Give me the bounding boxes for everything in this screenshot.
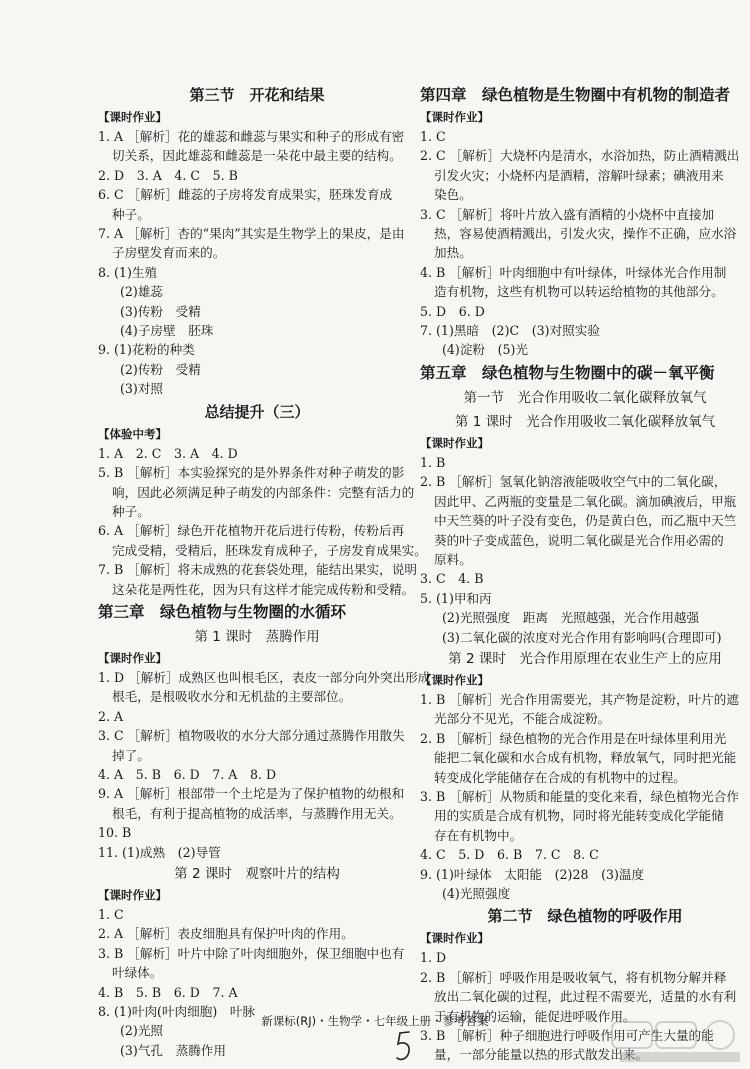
answer-line: 3. B ［解析］叶片中除了叶肉细胞外，保卫细胞中也有 bbox=[98, 945, 405, 961]
answer-line: 2. A ［解析］表皮细胞具有保护叶肉的作用。 bbox=[98, 926, 354, 942]
section-heading: 第二节 绿色植物的呼吸作用 bbox=[487, 907, 683, 926]
answer-subitem: (4)淀粉 (5)光 bbox=[442, 342, 529, 358]
answer-continuation: 种子。 bbox=[112, 503, 150, 519]
assignment-tag: 【课时作业】 bbox=[420, 110, 489, 124]
answer-continuation: 量，一部分能量以热的形式散发出来。 bbox=[434, 1047, 649, 1063]
assignment-tag: 【课时作业】 bbox=[420, 672, 489, 687]
answer-line: 2. A bbox=[98, 708, 124, 724]
answer-continuation: 染色。 bbox=[434, 187, 472, 203]
assignment-tag: 【课时作业】 bbox=[420, 435, 489, 450]
answer-subitem: (4)光照强度 bbox=[442, 886, 511, 901]
answer-continuation: 葵的叶子变成蓝色，说明二氧化碳是光合作用必需的 bbox=[434, 532, 724, 548]
answer-continuation: 原料。 bbox=[434, 551, 472, 567]
lesson-heading: 第 1 课时 蒸腾作用 bbox=[194, 628, 320, 645]
answer-continuation: 能把二氧化碳和水合成有机物，释放氧气，同时把光能 bbox=[434, 750, 737, 766]
answer-continuation: 热，容易使酒精溅出，引发火灾，操作不正确，应水浴 bbox=[434, 226, 737, 242]
answer-line: 3. C ［解析］将叶片放入盛有酒精的小烧杯中直接加 bbox=[420, 206, 715, 222]
answer-line: 2. B ［解析］呼吸作用是吸收氧气，将有机物分解并释 bbox=[420, 969, 727, 985]
answer-continuation: 种子。 bbox=[112, 206, 150, 222]
answer-continuation: 光部分不见光，不能合成淀粉。 bbox=[434, 711, 611, 727]
answer-continuation: 根毛，有利于提高植物的成活率，与蒸腾作用无关。 bbox=[112, 805, 402, 821]
answer-line: 1. A 2. C 3. A 4. D bbox=[98, 445, 238, 461]
answer-continuation: 叶绿体。 bbox=[112, 965, 163, 981]
answer-continuation: 中天竺葵的叶子没有变色，仍是黄白色，而乙瓶中天竺 bbox=[434, 513, 737, 529]
answer-continuation: 引发火灾；小烧杯内是酒精，溶解叶绿素；碘液用来 bbox=[434, 167, 724, 183]
answer-continuation: 于有机物的运输，能促进呼吸作用。 bbox=[434, 1008, 636, 1024]
answer-line: 9. A ［解析］根部带一个土坨是为了保护植物的幼根和 bbox=[98, 786, 405, 802]
answer-continuation: 响，因此必须满足种子萌发的内部条件：完整有活力的 bbox=[112, 484, 415, 500]
answer-subitem: (3)对照 bbox=[120, 381, 164, 397]
answer-line: 10. B bbox=[98, 825, 132, 841]
answer-line: 8. (1)叶肉(叶肉细胞) 叶脉 bbox=[98, 1004, 256, 1020]
left-column bbox=[98, 82, 431, 1060]
answer-continuation: 这朵花是两性花，因为只有这样才能完成传粉和受精。 bbox=[112, 581, 415, 597]
answer-subitem: (3)传粉 受精 bbox=[120, 303, 201, 319]
answer-line: 1. D ［解析］成熟区也叫根毛区，表皮一部分向外突出形成 bbox=[98, 669, 431, 685]
answer-line: 2. D 3. A 4. C 5. B bbox=[98, 167, 238, 183]
answer-line: 3. B ［解析］种子细胞进行呼吸作用可产生大量的能 bbox=[420, 1028, 714, 1044]
lesson-heading: 第 2 课时 观察叶片的结构 bbox=[174, 866, 340, 882]
answer-line: 4. B ［解析］叶肉细胞中有叶绿体，叶绿体光合作用制 bbox=[420, 264, 727, 280]
answer-continuation: 存在有机物中。 bbox=[434, 827, 523, 843]
section-heading: 第三节 开花和结果 bbox=[189, 86, 325, 104]
answer-line: 9. (1)叶绿体 太阳能 (2)28 (3)温度 bbox=[420, 866, 645, 882]
answer-line: 5. (1)甲和丙 bbox=[420, 590, 492, 606]
lesson-heading: 第 2 课时 光合作用原理在农业生产上的应用 bbox=[448, 650, 722, 667]
answer-line: 11. (1)成熟 (2)导管 bbox=[98, 844, 221, 860]
answer-line: 6. A ［解析］绿色开花植物开花后进行传粉，传粉后再 bbox=[98, 523, 405, 539]
answer-continuation: 子房壁发育而来的。 bbox=[112, 245, 226, 261]
chapter-heading: 第五章 绿色植物与生物圈中的碳－氧平衡 bbox=[420, 363, 715, 382]
answer-continuation: 造有机物，这些有机物可以转运给植物的其他部分。 bbox=[434, 284, 724, 300]
answer-subitem: (2)雄蕊 bbox=[120, 284, 164, 300]
answer-line: 5. B ［解析］本实验探究的是外界条件对种子萌发的影 bbox=[98, 465, 405, 481]
answer-line: 1. D bbox=[420, 950, 447, 966]
answer-continuation: 根毛，是根吸收水分和无机盐的主要部位。 bbox=[112, 689, 352, 705]
assignment-tag: 【课时作业】 bbox=[98, 650, 167, 665]
answer-subitem: (2)传粉 受精 bbox=[120, 361, 201, 377]
answer-line: 8. (1)生殖 bbox=[98, 264, 158, 280]
assignment-tag: 【课时作业】 bbox=[98, 110, 167, 124]
handwritten-page-mark bbox=[395, 1030, 413, 1064]
assignment-tag: 【体验中考】 bbox=[98, 426, 167, 441]
answer-line: 3. B ［解析］从物质和能量的变化来看，绿色植物光合作 bbox=[420, 788, 739, 804]
chapter-heading: 第四章 绿色植物是生物圈中有机物的制造者 bbox=[420, 86, 731, 104]
answer-subitem: (3)二氧化碳的浓度对光合作用有影响吗(合理即可) bbox=[442, 629, 722, 645]
answer-line: 2. B ［解析］绿色植物的光合作用是在叶绿体里利用光 bbox=[420, 730, 727, 746]
answer-continuation: 加热。 bbox=[434, 245, 472, 261]
answer-continuation: 放出二氧化碳的过程，此过程不需要光，适量的水有利 bbox=[434, 989, 737, 1005]
answer-line: 1. C bbox=[420, 129, 446, 144]
answer-continuation: 完成受精，受精后，胚珠发育成种子，子房发育成果实。 bbox=[112, 542, 427, 558]
answer-line: 4. C 5. D 6. B 7. C 8. C bbox=[420, 847, 599, 863]
answer-line: 1. C bbox=[98, 907, 124, 922]
right-column bbox=[420, 82, 750, 1065]
lesson-heading: 第 1 课时 光合作用吸收二氧化碳释放氧气 bbox=[454, 413, 716, 430]
answer-continuation: 掉了。 bbox=[112, 747, 150, 763]
answer-continuation: 切关系，因此雄蕊和雌蕊是一朵花中最主要的结构。 bbox=[112, 148, 402, 164]
answer-line: 2. C ［解析］大烧杯内是清水，水浴加热，防止酒精溅出 bbox=[420, 148, 740, 164]
assignment-tag: 【课时作业】 bbox=[98, 888, 167, 902]
page-footer: 新课标(RJ)・生物学・七年级上册・参考答案 bbox=[261, 1014, 489, 1028]
answer-line: 2. B ［解析］氢氧化钠溶液能吸收空气中的二氧化碳， bbox=[420, 474, 727, 490]
answer-subitem: (2)光照强度 距离 光照越强，光合作用越强 bbox=[442, 610, 700, 626]
chapter-heading: 第三章 绿色植物与生物圈的水循环 bbox=[98, 602, 347, 621]
watermark-logo bbox=[610, 1018, 745, 1066]
answer-line: 3. C 4. B bbox=[420, 571, 484, 587]
answer-line: 4. A 5. B 6. D 7. A 8. D bbox=[98, 766, 277, 782]
answer-subitem: (2)光照 bbox=[120, 1023, 164, 1039]
assignment-tag: 【课时作业】 bbox=[420, 931, 489, 946]
section-heading: 总结提升（三） bbox=[204, 402, 310, 421]
answer-line: 5. D 6. D bbox=[420, 303, 485, 319]
answer-subitem: (3)气孔 蒸腾作用 bbox=[120, 1042, 226, 1058]
answer-line: 1. B bbox=[420, 454, 446, 470]
lesson-heading: 第一节 光合作用吸收二氧化碳释放氧气 bbox=[463, 389, 707, 406]
answer-subitem: (4)子房壁 胚珠 bbox=[120, 323, 214, 339]
answer-continuation: 转变成化学能储存在合成的有机物中的过程。 bbox=[434, 769, 686, 785]
answer-line: 7. B ［解析］将未成熟的花套袋处理，能结出果实，说明 bbox=[98, 562, 417, 578]
answer-line: 3. C ［解析］植物吸收的水分大部分通过蒸腾作用散失 bbox=[98, 728, 405, 744]
answer-line: 7. A ［解析］杏的“果肉”其实是生物学上的果皮，是由 bbox=[98, 226, 405, 242]
answer-line: 1. A ［解析］花的雄蕊和雌蕊与果实和种子的形成有密 bbox=[98, 129, 405, 144]
answer-line: 1. B ［解析］光合作用需要光，其产物是淀粉，叶片的遮 bbox=[420, 691, 739, 707]
answer-line: 6. C ［解析］雌蕊的子房将发育成果实，胚珠发育成 bbox=[98, 187, 393, 203]
answer-line: 7. (1)黑暗 (2)C (3)对照实验 bbox=[420, 323, 600, 339]
answer-continuation: 用的实质是合成有机物，同时将光能转变成化学能储 bbox=[434, 808, 724, 824]
answer-line: 9. (1)花粉的种类 bbox=[98, 342, 195, 358]
answer-line: 4. B 5. B 6. D 7. A bbox=[98, 984, 238, 1000]
answer-continuation: 因此甲、乙两瓶的变量是二氧化碳。滴加碘液后，甲瓶 bbox=[434, 493, 737, 509]
